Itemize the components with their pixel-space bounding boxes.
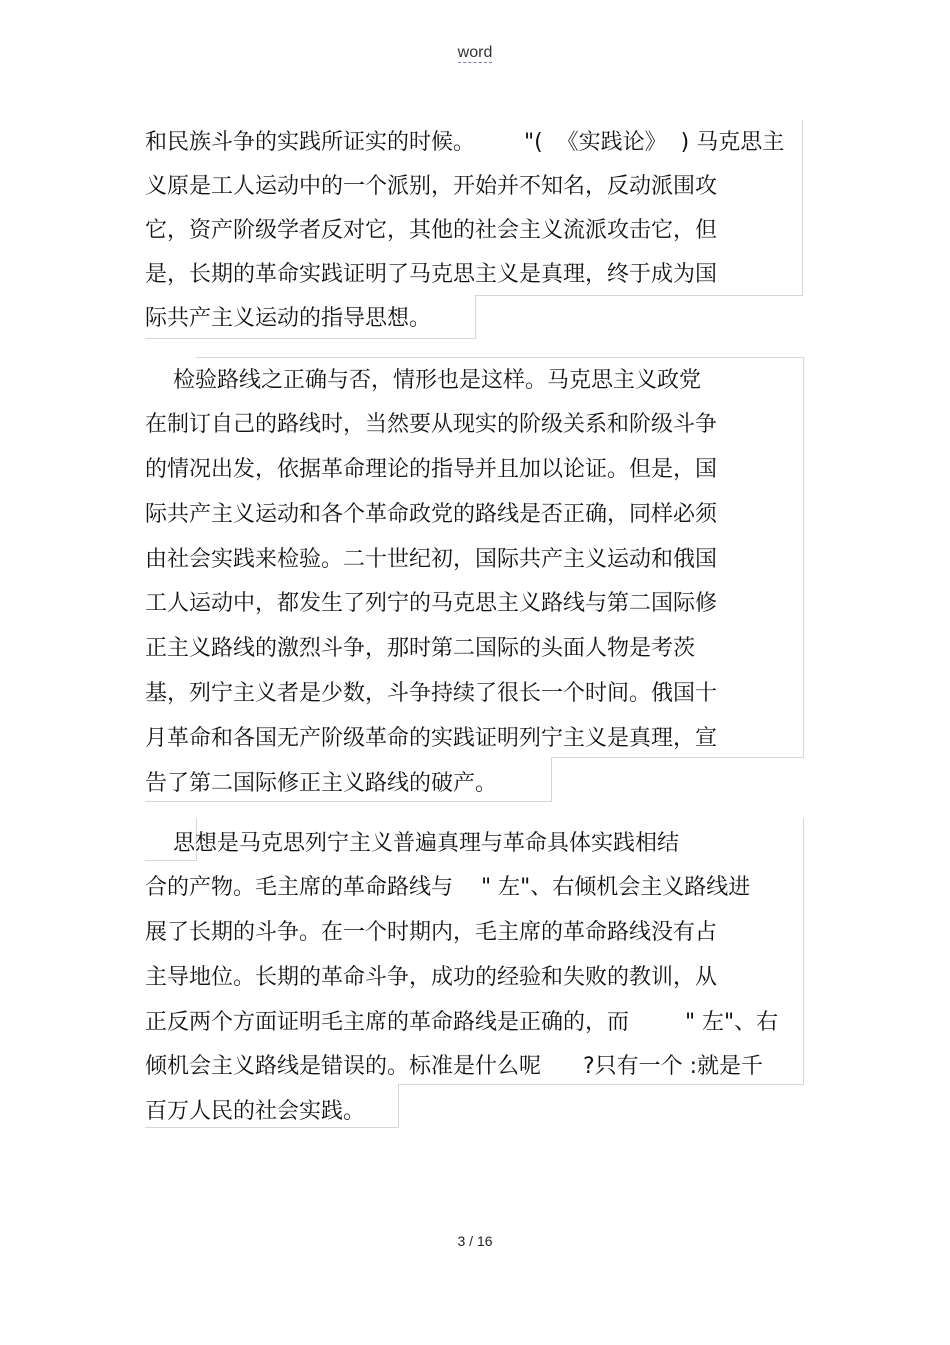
page-number: 3 / 16 — [457, 1233, 493, 1249]
frame-line — [398, 1084, 399, 1128]
text-line: 百万人民的社会实践。 — [145, 1099, 366, 1124]
text-line: 思想是马克思列宁主义普遍真理与革命具体实践相结 — [145, 831, 679, 856]
text-line: 工人运动中，都发生了列宁的马克思主义路线与第二国际修 — [145, 591, 718, 616]
frame-line — [551, 757, 552, 802]
frame-line — [802, 120, 803, 296]
text-line: 倾机会主义路线是错误的。标准是什么呢 ?只有一个 :就是千 — [145, 1054, 764, 1079]
frame-line — [475, 295, 803, 296]
frame-line — [803, 818, 804, 1085]
text-line: 主导地位。长期的革命斗争，成功的经验和失败的教训，从 — [145, 965, 718, 990]
frame-line — [196, 357, 804, 358]
text-line: 是，长期的革命实践证明了马克思主义是真理，终于成为国 — [145, 262, 718, 287]
frame-line — [145, 860, 197, 861]
text-line: 在制订自己的路线时，当然要从现实的阶级关系和阶级斗争 — [145, 412, 718, 437]
frame-line — [145, 1127, 399, 1128]
text-line: 正主义路线的激烈斗争，那时第二国际的头面人物是考茨 — [145, 636, 696, 661]
frame-line — [398, 1084, 804, 1085]
frame-line — [551, 757, 804, 758]
text-line: 展了长期的斗争。在一个时期内，毛主席的革命路线没有占 — [145, 920, 718, 945]
text-line: 际共产主义运动和各个革命政党的路线是否正确，同样必须 — [145, 502, 718, 527]
text-line: 和民族斗争的实践所证实的时候。 "( 《实践论》 ) 马克思主 — [145, 130, 785, 155]
frame-line — [803, 357, 804, 758]
text-line: 际共产主义运动的指导思想。 — [145, 306, 432, 331]
text-line: 告了第二国际修正主义路线的破产。 — [145, 771, 498, 796]
frame-line — [145, 338, 476, 339]
text-line: 检验路线之正确与否，情形也是这样。马克思主义政党 — [145, 368, 701, 393]
document-header — [0, 44, 950, 62]
text-line: 正反两个方面证明毛主席的革命路线是正确的，而 " 左"、右 — [145, 1010, 779, 1035]
frame-line — [145, 801, 552, 802]
text-line: 义原是工人运动中的一个派别，开始并不知名，反动派围攻 — [145, 174, 718, 199]
text-line: 合的产物。毛主席的革命路线与 " 左"、右倾机会主义路线进 — [145, 875, 751, 900]
text-line: 基，列宁主义者是少数，斗争持续了很长一个时间。俄国十 — [145, 681, 718, 706]
frame-line — [475, 295, 476, 339]
text-line: 月革命和各国无产阶级革命的实践证明列宁主义是真理，宣 — [145, 726, 718, 751]
text-line: 它，资产阶级学者反对它，其他的社会主义流派攻击它，但 — [145, 218, 718, 243]
text-line: 由社会实践来检验。二十世纪初，国际共产主义运动和俄国 — [145, 547, 718, 572]
header-title: word — [457, 44, 493, 61]
text-line: 的情况出发，依据革命理论的指导并且加以论证。但是，国 — [145, 457, 718, 482]
